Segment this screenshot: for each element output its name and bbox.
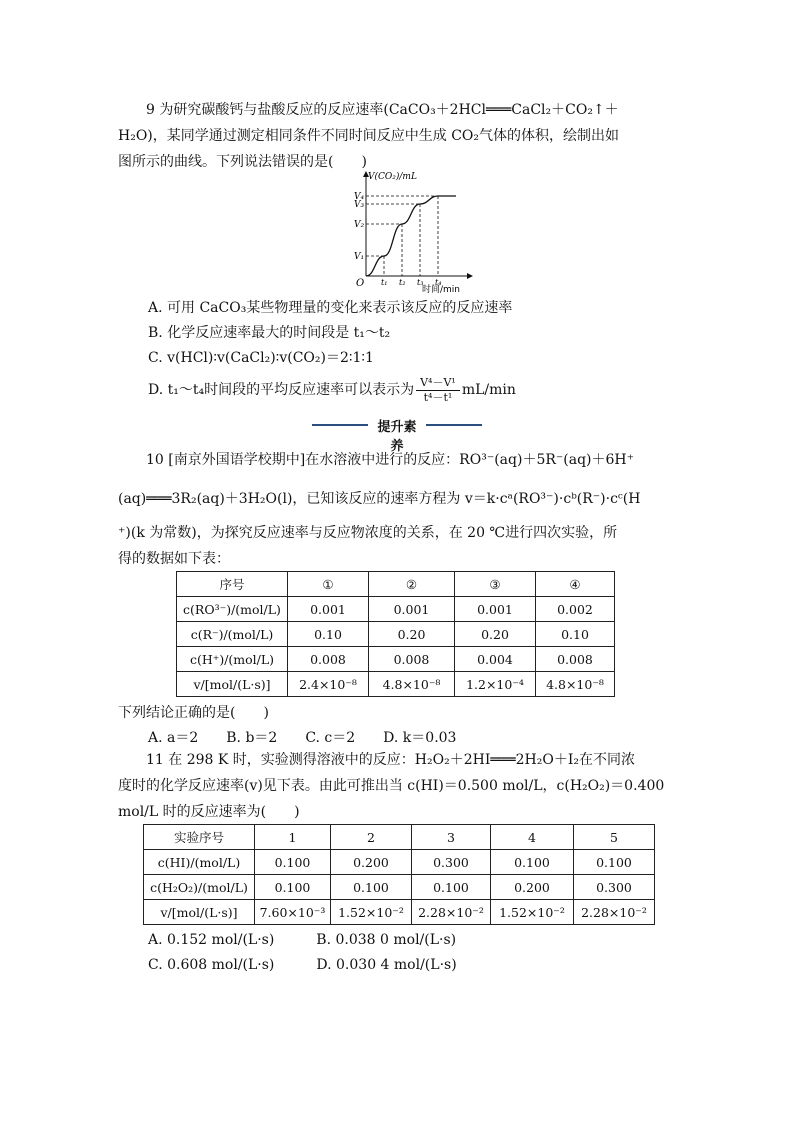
q10-line-2: (aq)═══3R₂(aq)＋3H₂O(l)，已知该反应的速率方程为 v＝k·cᵃ(RO³⁻)·cᵇ(R⁻)·cᶜ(H xyxy=(118,491,641,507)
q10-options: A. a＝2 B. b＝2 C. c＝2 D. k＝0.03 xyxy=(148,730,457,746)
q10-question: 下列结论正确的是( ) xyxy=(118,705,269,721)
table-cell: 3 xyxy=(412,825,491,850)
q9-option-d-unit: mL/min xyxy=(461,382,516,398)
table-cell: 0.100 xyxy=(412,875,491,900)
section-banner xyxy=(312,416,482,454)
table-row-label: c(H⁺)/(mol/L) xyxy=(177,647,288,672)
q11-line-1: 11 在 298 K 时，实验测得溶液中的反应：H₂O₂＋2HI═══2H₂O＋I₂在不同浓 xyxy=(146,752,635,768)
table-cell: 0.100 xyxy=(255,875,331,900)
x-tick-label: t₄ xyxy=(435,278,442,287)
table-cell: 2.28×10⁻² xyxy=(412,900,491,925)
table-cell: 0.001 xyxy=(369,597,455,622)
q11-options-cd: C. 0.608 mol/(L·s) D. 0.030 4 mol/(L·s) xyxy=(148,957,457,973)
banner-line-right xyxy=(426,424,482,426)
q10-line-3: ⁺)(k 为常数)，为探究反应速率与反应物浓度的关系，在 20 ℃进行四次实验，所 xyxy=(118,525,618,541)
q11-data-table xyxy=(143,824,655,925)
table-cell: 0.100 xyxy=(331,875,412,900)
table-cell: 0.001 xyxy=(455,597,536,622)
table-cell: ① xyxy=(288,572,369,597)
table-row-label: c(HI)/(mol/L) xyxy=(144,850,255,875)
table-cell: ② xyxy=(369,572,455,597)
q10-data-table xyxy=(176,571,615,697)
q9-line-1: 9 为研究碳酸钙与盐酸反应的反应速率(CaCO₃＋2HCl═══CaCl₂＋CO₂↑＋ xyxy=(146,102,619,118)
q9-option-b: B. 化学反应速率最大的时间段是 t₁～t₂ xyxy=(148,325,391,341)
table-cell: 2.28×10⁻² xyxy=(574,900,655,925)
q9-option-d-fraction xyxy=(416,376,460,405)
q9-line-2: H₂O)，某同学通过测定相同条件不同时间反应中生成 CO₂气体的体积，绘制出如 xyxy=(118,128,620,144)
table-row xyxy=(177,647,615,672)
table-row-label: 实验序号 xyxy=(144,825,255,850)
q9-line-3: 图所示的曲线。下列说法错误的是( ) xyxy=(118,154,367,170)
dashed-guides xyxy=(366,196,438,276)
table-row-label: v/[mol/(L·s)] xyxy=(177,672,288,697)
table-cell: 0.100 xyxy=(255,850,331,875)
table-cell: 0.20 xyxy=(455,622,536,647)
table-cell: 0.002 xyxy=(536,597,615,622)
table-cell: 1.52×10⁻² xyxy=(331,900,412,925)
table-cell: 0.200 xyxy=(331,850,412,875)
banner-line-left xyxy=(312,424,368,426)
table-cell: 7.60×10⁻³ xyxy=(255,900,331,925)
table-cell: 0.300 xyxy=(574,875,655,900)
table-cell: 1 xyxy=(255,825,331,850)
table-row xyxy=(144,850,655,875)
q9-option-d-prefix: D. t₁～t₄时间段的平均反应速率可以表示为 xyxy=(148,382,415,398)
table-row-label: v/[mol/(L·s)] xyxy=(144,900,255,925)
q9-option-c: C. v(HCl)∶v(CaCl₂)∶v(CO₂)＝2∶1∶1 xyxy=(148,350,374,366)
table-cell: 4.8×10⁻⁸ xyxy=(536,672,615,697)
q11-line-3: mol/L 时的反应速率为( ) xyxy=(118,804,300,820)
table-row xyxy=(177,622,615,647)
table-cell: 0.100 xyxy=(574,850,655,875)
table-cell: 0.008 xyxy=(369,647,455,672)
table-cell: 0.300 xyxy=(412,850,491,875)
table-row-label: c(H₂O₂)/(mol/L) xyxy=(144,875,255,900)
table-cell: 4.8×10⁻⁸ xyxy=(369,672,455,697)
table-header-row xyxy=(144,825,655,850)
table-header-row xyxy=(177,572,615,597)
table-cell: 2 xyxy=(331,825,412,850)
table-row xyxy=(144,875,655,900)
y-tick-label: V₃ xyxy=(354,200,365,210)
table-cell: 1.52×10⁻² xyxy=(491,900,574,925)
table-cell: 4 xyxy=(491,825,574,850)
table-cell: 2.4×10⁻⁸ xyxy=(288,672,369,697)
table-row xyxy=(177,597,615,622)
table-cell: 1.2×10⁻⁴ xyxy=(455,672,536,697)
table-cell: 0.008 xyxy=(288,647,369,672)
table-cell: 0.20 xyxy=(369,622,455,647)
x-axis-label: 时间/min xyxy=(422,285,461,294)
q10-line-1: 10 [南京外国语学校期中]在水溶液中进行的反应：RO³⁻(aq)＋5R⁻(aq)＋6H⁺ xyxy=(146,452,635,468)
table-cell: 0.008 xyxy=(536,647,615,672)
x-tick-label: t₂ xyxy=(399,278,406,287)
table-cell: ④ xyxy=(536,572,615,597)
y-axis-label: V(CO₂)/mL xyxy=(368,172,417,182)
table-row-label: c(RO³⁻)/(mol/L) xyxy=(177,597,288,622)
q11-line-2: 度时的化学反应速率(v)见下表。由此可推出当 c(HI)＝0.500 mol/L，c(H₂O₂)＝0.400 xyxy=(118,778,665,794)
table-row-label: c(R⁻)/(mol/L) xyxy=(177,622,288,647)
table-cell: 0.10 xyxy=(288,622,369,647)
table-row xyxy=(177,672,615,697)
origin-label: O xyxy=(356,278,365,289)
q10-line-4: 得的数据如下表： xyxy=(118,551,230,567)
fraction-numerator: V⁴－V¹ xyxy=(416,376,460,391)
volume-curve xyxy=(366,196,456,276)
q11-options-ab: A. 0.152 mol/(L·s) B. 0.038 0 mol/(L·s) xyxy=(148,932,457,948)
table-cell: 0.100 xyxy=(491,850,574,875)
y-tick-label: V₄ xyxy=(354,192,365,202)
x-tick-label: t₁ xyxy=(381,278,388,287)
table-cell: 0.200 xyxy=(491,875,574,900)
table-cell: 0.10 xyxy=(536,622,615,647)
y-tick-label: V₂ xyxy=(354,220,365,230)
table-row xyxy=(144,900,655,925)
x-tick-label: t₃ xyxy=(417,278,424,287)
y-tick-label: V₁ xyxy=(354,252,365,262)
q9-volume-time-chart xyxy=(338,168,478,294)
table-cell: 5 xyxy=(574,825,655,850)
table-cell: 0.001 xyxy=(288,597,369,622)
q9-option-d xyxy=(148,372,516,408)
table-cell: ③ xyxy=(455,572,536,597)
fraction-denominator: t⁴－t¹ xyxy=(423,390,453,404)
q9-option-a: A. 可用 CaCO₃某些物理量的变化来表示该反应的反应速率 xyxy=(148,300,513,316)
table-row-label: 序号 xyxy=(177,572,288,597)
banner-title: 提升素养 xyxy=(377,420,417,454)
table-cell: 0.004 xyxy=(455,647,536,672)
